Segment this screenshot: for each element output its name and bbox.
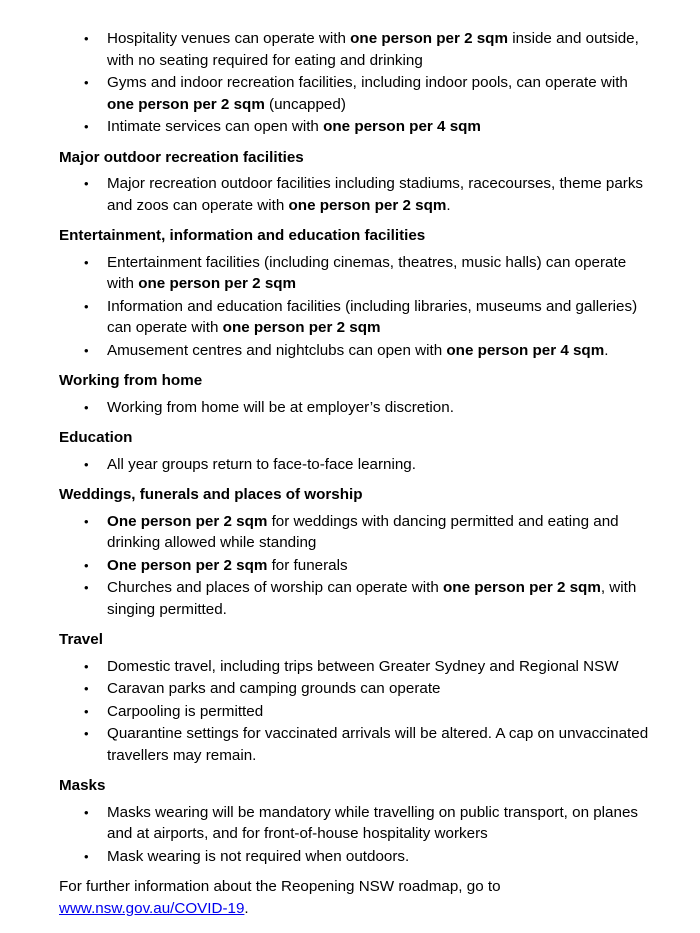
section-bullet-item [59, 454, 656, 476]
section-bullet-item [59, 802, 656, 845]
bold-text: one person per 2 sqm [222, 319, 381, 336]
bullet-dot: • [84, 75, 89, 90]
bullet-dot: • [84, 703, 89, 719]
section-bullet-item [59, 846, 656, 868]
text-run: . [604, 341, 609, 359]
text-run: Major recreation outdoor facilities including stadiums, racecourses, theme parks and zoos can operate with [107, 175, 644, 214]
text-run: Quarantine settings for vaccinated arrivals will be altered. A cap on unvaccinated travellers may remain. [107, 725, 649, 764]
section-bullet-list [59, 656, 656, 767]
section-bullet-item [59, 656, 656, 678]
bullet-dot: • [84, 557, 89, 573]
section-bullet-item [59, 296, 656, 339]
text-run: Churches and places of worship can operate with [107, 579, 444, 596]
text-run: All year groups return to face-to-face learning. [107, 455, 416, 473]
bullet-dot: • [84, 298, 89, 314]
text-run: inside and outside, with no seating required for eating and drinking [107, 30, 639, 69]
footer-period: . [244, 899, 249, 917]
text-run: for funerals [267, 556, 348, 574]
section-bullet-item [59, 555, 656, 577]
bullet-dot: • [84, 176, 89, 191]
text-run: . [446, 196, 451, 214]
text-run: Gyms and indoor recreation facilities, including indoor pools, can operate with [107, 74, 628, 91]
bold-text: One person per 2 sqm [107, 512, 268, 530]
footer-text: For further information about the Reopening NSW roadmap, go to [59, 878, 501, 895]
section-bullet-list [59, 454, 656, 476]
section-heading: Masks [59, 777, 106, 794]
intro-bullet-item [59, 72, 656, 115]
bullet-dot: • [84, 513, 89, 529]
text-run: Working from home will be at employer’s discretion. [107, 398, 454, 416]
section-bullet-list [59, 173, 656, 216]
text-run: Intimate services can open with [107, 118, 324, 135]
text-run: Entertainment facilities (including cinemas, theatres, music halls) can operate with [107, 253, 627, 292]
bold-text: one person per 4 sqm [323, 118, 481, 135]
text-run: Amusement centres and nightclubs can open with [107, 341, 447, 359]
text-run: Masks wearing will be mandatory while travelling on public transport, on planes and at airports, and for front-of-house hospitality workers [107, 803, 638, 842]
footer-paragraph [59, 876, 656, 919]
intro-bullet-list [59, 28, 656, 138]
section-bullet-list [59, 511, 656, 621]
section-heading: Major outdoor recreation facilities [59, 148, 304, 166]
text-run: Information and education facilities (including libraries, museums and galleries) can operate with [107, 297, 638, 336]
text-run: Caravan parks and camping grounds can operate [107, 680, 441, 697]
bullet-dot: • [84, 804, 89, 820]
text-run: Domestic travel, including trips between Greater Sydney and Regional NSW [107, 657, 619, 675]
bullet-dot: • [84, 254, 89, 270]
section-bullet-item [59, 173, 656, 216]
bold-text: one person per 2 sqm [288, 196, 447, 214]
bold-text: one person per 2 sqm [138, 275, 297, 292]
text-run: Carpooling is permitted [107, 702, 264, 720]
bold-text: one person per 2 sqm [107, 95, 265, 113]
text-run: Hospitality venues can operate with [107, 30, 351, 47]
section-bullet-item [59, 577, 656, 620]
text-run: Mask wearing is not required when outdoors. [107, 847, 410, 865]
bullet-dot: • [84, 399, 89, 415]
bullet-dot: • [84, 342, 89, 358]
section-heading: Working from home [59, 372, 203, 389]
section-bullet-list [59, 802, 656, 868]
covid-info-link[interactable]: www.nsw.gov.au/COVID-19 [59, 899, 245, 917]
section-heading: Education [59, 429, 133, 446]
bold-text: one person per 2 sqm [443, 579, 601, 596]
bullet-dot: • [84, 848, 89, 864]
text-run: for weddings with dancing permitted and eating and drinking allowed while standing [107, 512, 619, 551]
section-heading: Travel [59, 631, 103, 648]
section-bullet-item [59, 252, 656, 295]
bullet-dot: • [84, 681, 89, 696]
section-bullet-item [59, 723, 656, 766]
bullet-dot: • [84, 456, 89, 472]
section-bullet-item [59, 340, 656, 362]
text-run: , with singing permitted. [107, 579, 637, 618]
bullet-dot: • [84, 580, 89, 595]
intro-bullet-item [59, 116, 656, 138]
section-bullet-list [59, 252, 656, 362]
bullet-dot: • [84, 31, 89, 46]
bold-text: One person per 2 sqm [107, 556, 268, 574]
sections-container [59, 147, 656, 868]
section-bullet-item [59, 397, 656, 419]
bullet-dot: • [84, 658, 89, 674]
intro-bullet-item [59, 28, 656, 71]
section-heading: Weddings, funerals and places of worship [59, 486, 363, 503]
section-bullet-item [59, 511, 656, 554]
bullet-dot: • [84, 119, 89, 134]
bullet-dot: • [84, 726, 89, 741]
section-bullet-item [59, 678, 656, 700]
section-heading: Entertainment, information and education facilities [59, 227, 426, 244]
text-run: (uncapped) [264, 95, 346, 113]
bold-text: one person per 2 sqm [350, 30, 508, 47]
section-bullet-list [59, 397, 656, 419]
bold-text: one person per 4 sqm [446, 341, 605, 359]
section-bullet-item [59, 701, 656, 723]
